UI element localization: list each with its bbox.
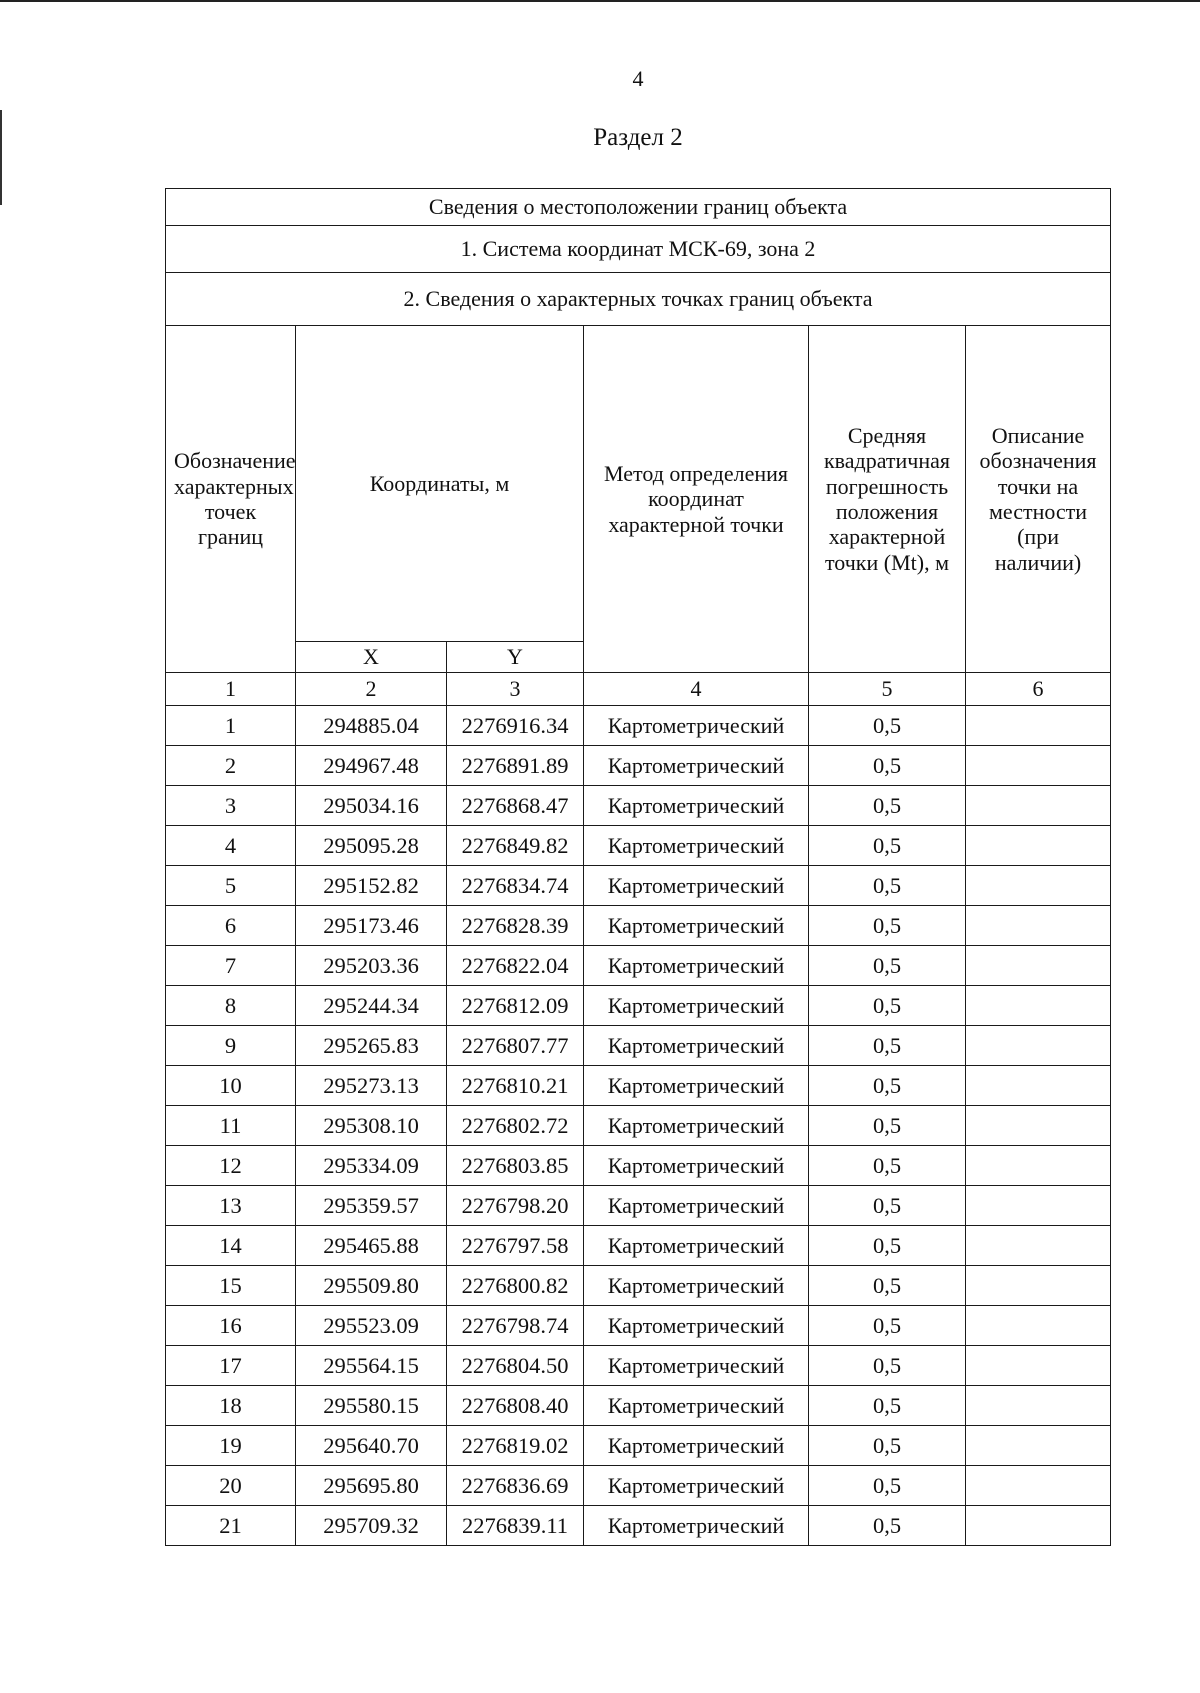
- error-cell: 0,5: [809, 786, 966, 826]
- table-row: [166, 1186, 1111, 1226]
- error-cell: 0,5: [809, 1186, 966, 1226]
- y-coordinate-cell: 2276822.04: [447, 946, 584, 986]
- method-cell: Картометрический: [584, 706, 809, 746]
- page-number: 4: [632, 66, 644, 91]
- method-cell: Картометрический: [584, 1506, 809, 1546]
- table-row: [166, 1066, 1111, 1106]
- y-coordinate-cell: 2276797.58: [447, 1226, 584, 1266]
- table-row: [166, 826, 1111, 866]
- description-cell: [966, 1306, 1111, 1346]
- description-cell: [966, 1346, 1111, 1386]
- coordinate-system: 1. Система координат МСК-69, зона 2: [166, 226, 1111, 273]
- point-id-cell: 20: [166, 1466, 296, 1506]
- column-header-row: [166, 326, 1111, 642]
- description-cell: [966, 826, 1111, 866]
- x-coordinate-cell: 295034.16: [296, 786, 447, 826]
- description-cell: [966, 1186, 1111, 1226]
- description-cell: [966, 1106, 1111, 1146]
- x-coordinate-cell: 295709.32: [296, 1506, 447, 1546]
- table-row: [166, 1426, 1111, 1466]
- column-number: 6: [966, 673, 1111, 706]
- header-x: X: [296, 642, 447, 673]
- method-cell: Картометрический: [584, 1146, 809, 1186]
- description-cell: [966, 906, 1111, 946]
- x-coordinate-cell: 295152.82: [296, 866, 447, 906]
- point-id-cell: 6: [166, 906, 296, 946]
- header-coordinates: Координаты, м: [296, 326, 584, 642]
- y-coordinate-cell: 2276916.34: [447, 706, 584, 746]
- x-coordinate-cell: 295203.36: [296, 946, 447, 986]
- point-id-cell: 16: [166, 1306, 296, 1346]
- boundary-points-table: [165, 188, 1111, 1546]
- column-number: 2: [296, 673, 447, 706]
- x-coordinate-cell: 294967.48: [296, 746, 447, 786]
- description-cell: [966, 1066, 1111, 1106]
- column-number: 5: [809, 673, 966, 706]
- y-coordinate-cell: 2276803.85: [447, 1146, 584, 1186]
- x-coordinate-cell: 295244.34: [296, 986, 447, 1026]
- y-coordinate-cell: 2276849.82: [447, 826, 584, 866]
- point-id-cell: 8: [166, 986, 296, 1026]
- point-id-cell: 15: [166, 1266, 296, 1306]
- description-cell: [966, 1226, 1111, 1266]
- error-cell: 0,5: [809, 1106, 966, 1146]
- table-row: [166, 1106, 1111, 1146]
- y-coordinate-cell: 2276868.47: [447, 786, 584, 826]
- table-title-row: [166, 189, 1111, 226]
- y-coordinate-cell: 2276804.50: [447, 1346, 584, 1386]
- y-coordinate-cell: 2276891.89: [447, 746, 584, 786]
- description-cell: [966, 1146, 1111, 1186]
- error-cell: 0,5: [809, 1066, 966, 1106]
- description-cell: [966, 1506, 1111, 1546]
- description-cell: [966, 1466, 1111, 1506]
- method-cell: Картометрический: [584, 1186, 809, 1226]
- y-coordinate-cell: 2276828.39: [447, 906, 584, 946]
- table-row: [166, 746, 1111, 786]
- table-subtitle: 2. Сведения о характерных точках границ объекта: [166, 273, 1111, 326]
- table-row: [166, 1346, 1111, 1386]
- description-cell: [966, 1386, 1111, 1426]
- error-cell: 0,5: [809, 826, 966, 866]
- error-cell: 0,5: [809, 1426, 966, 1466]
- table-row: [166, 866, 1111, 906]
- error-cell: 0,5: [809, 1226, 966, 1266]
- error-cell: 0,5: [809, 706, 966, 746]
- x-coordinate-cell: 295509.80: [296, 1266, 447, 1306]
- point-id-cell: 7: [166, 946, 296, 986]
- x-coordinate-cell: 295640.70: [296, 1426, 447, 1466]
- description-cell: [966, 786, 1111, 826]
- y-coordinate-cell: 2276800.82: [447, 1266, 584, 1306]
- header-y: Y: [447, 642, 584, 673]
- error-cell: 0,5: [809, 906, 966, 946]
- column-number: 3: [447, 673, 584, 706]
- description-cell: [966, 1026, 1111, 1066]
- method-cell: Картометрический: [584, 1426, 809, 1466]
- error-cell: 0,5: [809, 1266, 966, 1306]
- error-cell: 0,5: [809, 1506, 966, 1546]
- x-coordinate-cell: 295359.57: [296, 1186, 447, 1226]
- description-cell: [966, 1266, 1111, 1306]
- y-coordinate-cell: 2276834.74: [447, 866, 584, 906]
- table-row: [166, 706, 1111, 746]
- table-row: [166, 906, 1111, 946]
- point-id-cell: 11: [166, 1106, 296, 1146]
- description-cell: [966, 1426, 1111, 1466]
- y-coordinate-cell: 2276808.40: [447, 1386, 584, 1426]
- table-row: [166, 1506, 1111, 1546]
- description-cell: [966, 986, 1111, 1026]
- table-row: [166, 986, 1111, 1026]
- table-row: [166, 1226, 1111, 1266]
- table-row: [166, 1386, 1111, 1426]
- point-id-cell: 21: [166, 1506, 296, 1546]
- error-cell: 0,5: [809, 1466, 966, 1506]
- description-cell: [966, 746, 1111, 786]
- x-coordinate-cell: 295465.88: [296, 1226, 447, 1266]
- y-coordinate-cell: 2276839.11: [447, 1506, 584, 1546]
- y-coordinate-cell: 2276798.20: [447, 1186, 584, 1226]
- section-title: Раздел 2: [593, 124, 683, 151]
- method-cell: Картометрический: [584, 826, 809, 866]
- description-cell: [966, 706, 1111, 746]
- table-row: [166, 1026, 1111, 1066]
- y-coordinate-cell: 2276807.77: [447, 1026, 584, 1066]
- method-cell: Картометрический: [584, 1226, 809, 1266]
- error-cell: 0,5: [809, 746, 966, 786]
- y-coordinate-cell: 2276810.21: [447, 1066, 584, 1106]
- column-numbers-row: [166, 673, 1111, 706]
- point-id-cell: 10: [166, 1066, 296, 1106]
- y-coordinate-cell: 2276802.72: [447, 1106, 584, 1146]
- table-title: Сведения о местоположении границ объекта: [166, 189, 1111, 226]
- description-cell: [966, 946, 1111, 986]
- method-cell: Картометрический: [584, 946, 809, 986]
- header-point-designation: Обозначение характерных точек границ: [166, 326, 296, 673]
- table-row: [166, 1306, 1111, 1346]
- y-coordinate-cell: 2276812.09: [447, 986, 584, 1026]
- method-cell: Картометрический: [584, 986, 809, 1026]
- method-cell: Картометрический: [584, 1266, 809, 1306]
- method-cell: Картометрический: [584, 786, 809, 826]
- point-id-cell: 9: [166, 1026, 296, 1066]
- point-id-cell: 1: [166, 706, 296, 746]
- x-coordinate-cell: 295334.09: [296, 1146, 447, 1186]
- error-cell: 0,5: [809, 866, 966, 906]
- point-id-cell: 4: [166, 826, 296, 866]
- y-coordinate-cell: 2276836.69: [447, 1466, 584, 1506]
- x-coordinate-cell: 295173.46: [296, 906, 447, 946]
- point-id-cell: 3: [166, 786, 296, 826]
- x-coordinate-cell: 295273.13: [296, 1066, 447, 1106]
- scan-edge-top: [0, 0, 1200, 2]
- point-id-cell: 13: [166, 1186, 296, 1226]
- error-cell: 0,5: [809, 1386, 966, 1426]
- x-coordinate-cell: 294885.04: [296, 706, 447, 746]
- method-cell: Картометрический: [584, 1066, 809, 1106]
- table-row: [166, 1266, 1111, 1306]
- coordinate-system-row: [166, 226, 1111, 273]
- x-coordinate-cell: 295564.15: [296, 1346, 447, 1386]
- method-cell: Картометрический: [584, 1106, 809, 1146]
- error-cell: 0,5: [809, 946, 966, 986]
- method-cell: Картометрический: [584, 746, 809, 786]
- method-cell: Картометрический: [584, 1306, 809, 1346]
- method-cell: Картометрический: [584, 1386, 809, 1426]
- x-coordinate-cell: 295095.28: [296, 826, 447, 866]
- header-error: Средняя квадратичная погрешность положения характерной точки (Mt), м: [809, 326, 966, 673]
- point-id-cell: 17: [166, 1346, 296, 1386]
- column-number: 1: [166, 673, 296, 706]
- point-id-cell: 14: [166, 1226, 296, 1266]
- method-cell: Картометрический: [584, 1346, 809, 1386]
- table-row: [166, 1146, 1111, 1186]
- point-id-cell: 19: [166, 1426, 296, 1466]
- column-number: 4: [584, 673, 809, 706]
- table-row: [166, 946, 1111, 986]
- x-coordinate-cell: 295265.83: [296, 1026, 447, 1066]
- header-method: Метод определения координат характерной точки: [584, 326, 809, 673]
- error-cell: 0,5: [809, 1306, 966, 1346]
- x-coordinate-cell: 295523.09: [296, 1306, 447, 1346]
- point-id-cell: 5: [166, 866, 296, 906]
- method-cell: Картометрический: [584, 906, 809, 946]
- point-id-cell: 2: [166, 746, 296, 786]
- error-cell: 0,5: [809, 1346, 966, 1386]
- table-row: [166, 1466, 1111, 1506]
- error-cell: 0,5: [809, 1026, 966, 1066]
- header-description: Описание обозначения точки на местности (при наличии): [966, 326, 1111, 673]
- x-coordinate-cell: 295580.15: [296, 1386, 447, 1426]
- table-subtitle-row: [166, 273, 1111, 326]
- method-cell: Картометрический: [584, 866, 809, 906]
- point-id-cell: 18: [166, 1386, 296, 1426]
- error-cell: 0,5: [809, 1146, 966, 1186]
- x-coordinate-cell: 295308.10: [296, 1106, 447, 1146]
- method-cell: Картометрический: [584, 1466, 809, 1506]
- point-id-cell: 12: [166, 1146, 296, 1186]
- description-cell: [966, 866, 1111, 906]
- y-coordinate-cell: 2276819.02: [447, 1426, 584, 1466]
- x-coordinate-cell: 295695.80: [296, 1466, 447, 1506]
- y-coordinate-cell: 2276798.74: [447, 1306, 584, 1346]
- table-row: [166, 786, 1111, 826]
- error-cell: 0,5: [809, 986, 966, 1026]
- method-cell: Картометрический: [584, 1026, 809, 1066]
